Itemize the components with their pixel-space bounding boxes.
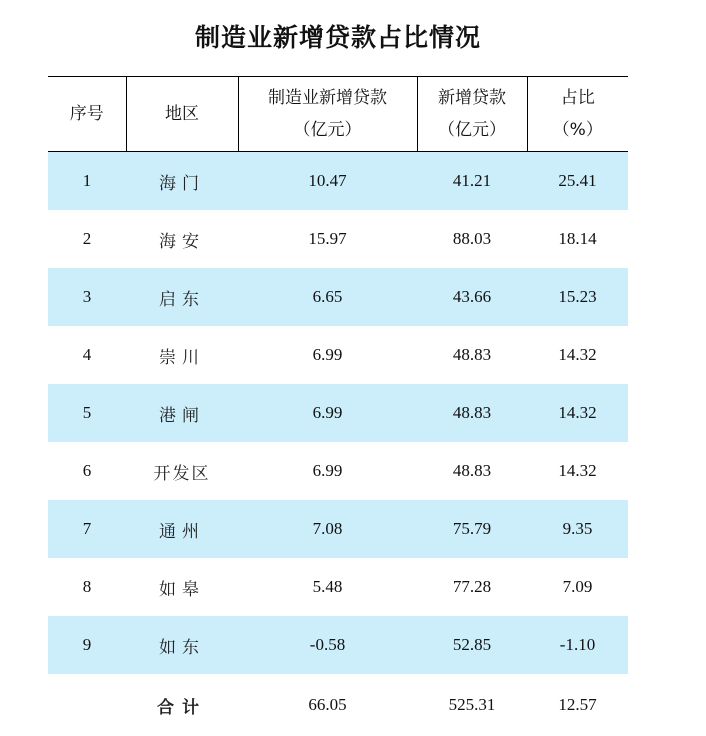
row-seq: 6 [82, 461, 92, 480]
row-new-loans: 75.79 [417, 500, 527, 558]
row-new-loans: 77.28 [452, 577, 492, 596]
row-ratio: 14.32 [558, 461, 597, 480]
table-row [48, 384, 628, 442]
table-row [48, 152, 628, 211]
row-mfg-loans: -0.58 [238, 616, 417, 674]
table-row [48, 558, 628, 616]
row-region: 港闸 [126, 384, 238, 442]
row-mfg-loans: 15.97 [308, 229, 347, 248]
header-row [48, 77, 628, 152]
row-mfg-loans: 6.99 [312, 461, 343, 480]
row-mfg-loans: 6.99 [312, 345, 343, 364]
header-new-loans-unit: （亿元） [438, 120, 506, 140]
row-region: 开发区 [153, 463, 211, 484]
row-ratio: 15.23 [527, 268, 628, 326]
total-mfg-loans: 66.05 [308, 695, 347, 714]
row-ratio: 25.41 [527, 152, 628, 211]
row-ratio: 14.32 [558, 345, 597, 364]
row-region: 海门 [126, 152, 238, 211]
table-row [48, 442, 628, 500]
table-row [48, 210, 628, 268]
row-ratio: 9.35 [527, 500, 628, 558]
row-seq: 5 [48, 384, 126, 442]
row-new-loans: 88.03 [452, 229, 492, 248]
row-mfg-loans: 10.47 [238, 152, 417, 211]
row-ratio: 7.09 [562, 577, 593, 596]
row-ratio: 18.14 [558, 229, 597, 248]
header-new-loans [417, 77, 527, 152]
row-region: 海安 [159, 231, 205, 252]
row-region: 如东 [126, 616, 238, 674]
total-new-loans: 525.31 [448, 695, 496, 714]
row-seq: 4 [82, 345, 92, 364]
total-row [48, 674, 628, 736]
row-region: 如皋 [159, 579, 205, 600]
row-seq: 3 [48, 268, 126, 326]
row-mfg-loans: 6.65 [238, 268, 417, 326]
total-seq [48, 674, 126, 736]
row-new-loans: 43.66 [417, 268, 527, 326]
header-ratio-title: 占比 [560, 88, 595, 108]
row-new-loans: 48.83 [417, 384, 527, 442]
header-mfg-loans-unit: （亿元） [293, 120, 362, 140]
table-row [48, 326, 628, 384]
row-seq: 2 [82, 229, 92, 248]
row-seq: 1 [48, 152, 126, 211]
row-mfg-loans: 7.08 [238, 500, 417, 558]
row-seq: 8 [82, 577, 92, 596]
row-new-loans: 48.83 [452, 461, 492, 480]
row-mfg-loans: 6.99 [238, 384, 417, 442]
header-ratio [527, 77, 628, 152]
header-new-loans-title: 新增贷款 [438, 88, 506, 108]
table-row [48, 500, 628, 558]
row-region: 启东 [126, 268, 238, 326]
row-region: 崇川 [159, 347, 205, 368]
header-region: 地区 [126, 77, 238, 152]
header-mfg-loans [238, 77, 417, 152]
row-ratio: -1.10 [527, 616, 628, 674]
loan-ratio-table [48, 76, 628, 736]
row-seq: 7 [48, 500, 126, 558]
total-ratio: 12.57 [558, 695, 597, 714]
row-region: 通州 [126, 500, 238, 558]
table-row [48, 616, 628, 674]
header-mfg-loans-title: 制造业新增贷款 [268, 88, 387, 108]
row-new-loans: 52.85 [417, 616, 527, 674]
row-mfg-loans: 5.48 [312, 577, 343, 596]
header-ratio-unit: （%） [552, 120, 603, 140]
table-title: 制造业新增贷款占比情况 [194, 23, 481, 52]
row-ratio: 14.32 [527, 384, 628, 442]
row-seq: 9 [48, 616, 126, 674]
row-new-loans: 48.83 [452, 345, 492, 364]
header-seq: 序号 [48, 77, 126, 152]
total-label: 合计 [157, 697, 207, 718]
table-row [48, 268, 628, 326]
row-new-loans: 41.21 [417, 152, 527, 211]
